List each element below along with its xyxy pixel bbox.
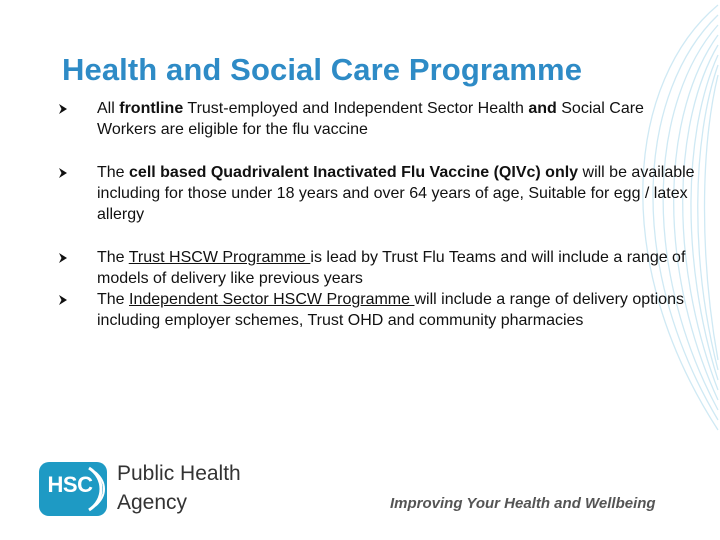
list-item — [58, 247, 698, 289]
arrowhead-bullet-icon — [58, 98, 70, 119]
text-segment: All — [97, 100, 120, 117]
bullet-list — [58, 98, 698, 331]
text-segment: Trust HSCW Programme — [128, 249, 311, 266]
arrowhead-bullet-icon — [58, 162, 70, 183]
text-segment: will include a range of delivery options including employer schemes, Trust OHD and community pharmacies — [97, 291, 684, 329]
text-segment: cell based Quadrivalent Inactivated Flu Vaccine (QIVc) only — [129, 164, 579, 181]
bullet-text — [97, 249, 685, 287]
hsc-badge — [39, 462, 107, 516]
text-segment: will be available including for those under 18 years and over 64 years of age, Suitable for egg / latex allergy — [97, 164, 695, 223]
hsc-badge-text: HSC — [47, 472, 93, 497]
badge-arc-icon — [85, 466, 107, 512]
text-segment: The — [97, 291, 130, 308]
bullet-text — [97, 291, 684, 329]
logo-line-2: Agency — [117, 491, 188, 514]
text-segment: Trust-employed and Independent Sector Health — [183, 100, 529, 117]
bullet-text — [97, 100, 644, 138]
arrowhead-bullet-icon — [58, 247, 70, 268]
list-item — [58, 162, 698, 225]
text-segment: The — [97, 164, 130, 181]
text-segment: Independent Sector HSCW Programme — [129, 291, 415, 308]
text-segment: Social Care Workers are eligible for the flu vaccine — [97, 100, 644, 138]
hsc-public-health-agency-logo — [39, 462, 249, 522]
logo-line-1: Public Health — [117, 462, 241, 485]
arrowhead-bullet-icon — [58, 289, 70, 310]
text-segment: frontline — [119, 100, 184, 117]
text-segment: is lead by Trust Flu Teams and will include a range of models of delivery like previous years — [97, 249, 686, 287]
text-segment: The — [97, 249, 129, 266]
list-item — [58, 289, 698, 331]
bullet-text — [97, 164, 695, 223]
list-item — [58, 98, 698, 140]
text-segment: and — [528, 100, 557, 117]
tagline: Improving Your Health and Wellbeing — [390, 495, 656, 512]
page-title: Health and Social Care Programme — [62, 52, 583, 87]
